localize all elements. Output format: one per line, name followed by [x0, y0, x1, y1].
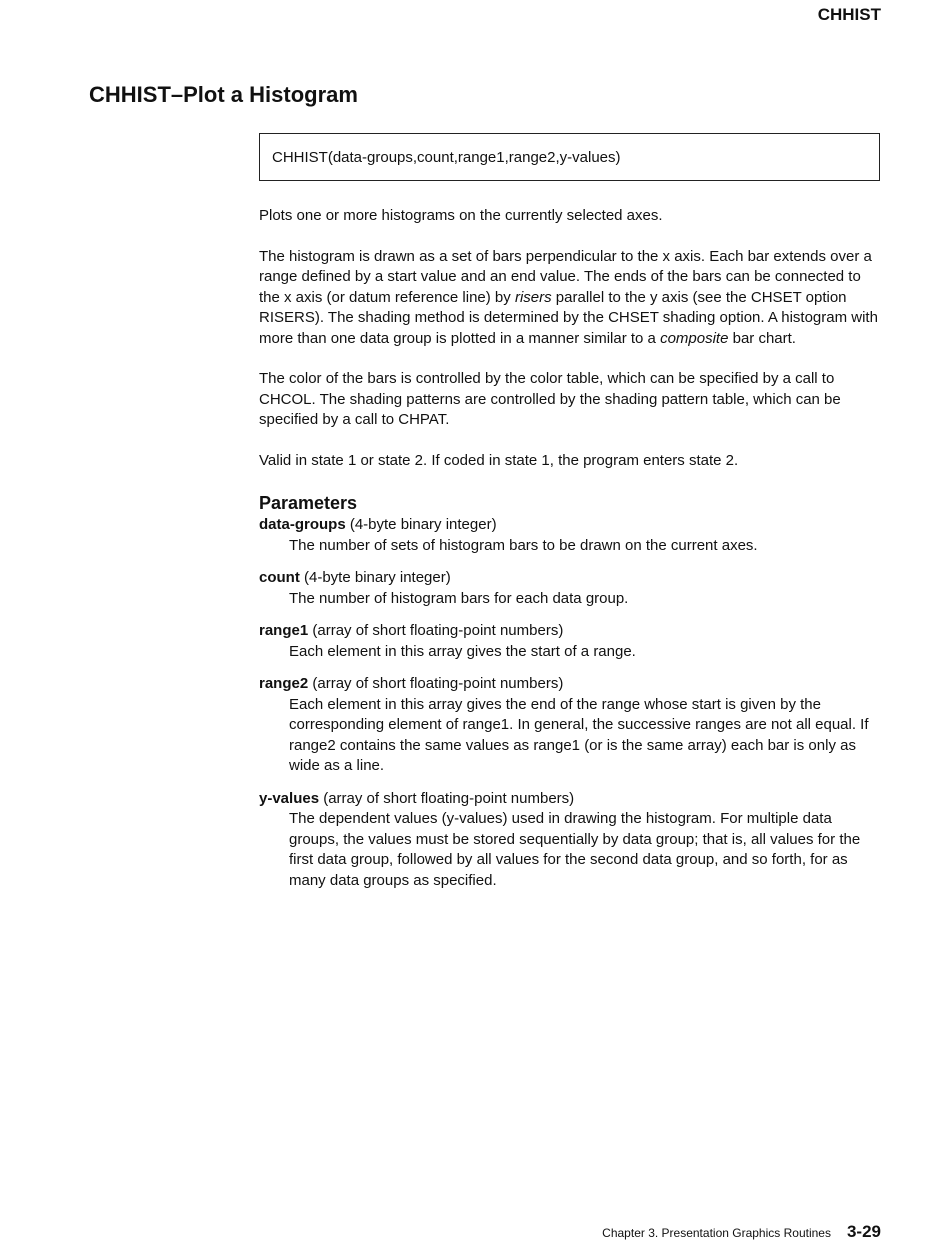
parameter-type: (array of short floating-point numbers): [308, 622, 564, 639]
parameter-name: range2: [259, 675, 309, 692]
parameter-item: [259, 789, 884, 892]
parameter-item: [259, 568, 884, 609]
parameter-name: range1: [259, 622, 309, 639]
emphasis-composite: composite: [660, 329, 729, 347]
parameter-name: data-groups: [259, 516, 346, 533]
emphasis-risers: risers: [514, 288, 552, 306]
main-body: [259, 206, 884, 903]
parameters-heading: Parameters: [259, 493, 358, 513]
syntax-box: [259, 133, 880, 181]
paragraph-state: Valid in state 1 or state 2. If coded in state 1, the program enters state 2.: [259, 451, 739, 469]
parameter-description: Each element in this array gives the end of the range whose start is given by the corresponding element of range1. In general, the successive ranges are not all equal. If range2 contains the same values as range1 (or is the same array) each bar is only as wide as a line.: [289, 695, 869, 774]
parameter-type: (array of short floating-point numbers): [308, 675, 564, 692]
page-footer: [602, 1222, 881, 1242]
parameter-type: (4-byte binary integer): [299, 569, 451, 586]
footer-chapter: Chapter 3. Presentation Graphics Routines: [602, 1226, 831, 1240]
parameter-description: The number of sets of histogram bars to be drawn on the current axes.: [289, 536, 758, 554]
parameter-description: Each element in this array gives the start of a range.: [289, 642, 636, 660]
parameter-type: (4-byte binary integer): [345, 516, 497, 533]
paragraph-description: The histogram is drawn as a set of bars perpendicular to the x axis. Each bar extends over a range defined by a start value and an end value. The ends of the bars can be connected to the x axis (or datum reference line) by risers parallel to the y axis (see the CHSET option RISERS). The shading method is determined by the CHSET shading option. A histogram with more than one data group is plotted in a manner similar to a composite bar chart.: [259, 247, 878, 347]
parameter-name: y-values: [259, 789, 320, 807]
page-number: 3-29: [846, 1222, 881, 1241]
paragraph-color: The color of the bars is controlled by the color table, which can be specified by a call to CHCOL. The shading patterns are controlled by the shading pattern table, which can be specified by a call to CHPAT.: [259, 370, 841, 428]
paragraph-intro: Plots one or more histograms on the currently selected axes.: [259, 207, 663, 224]
parameter-item: [259, 515, 884, 556]
parameter-item: [259, 621, 884, 662]
parameter-name: count: [259, 569, 300, 586]
parameter-type: (array of short floating-point numbers): [319, 789, 575, 807]
syntax-text: CHHIST(data-groups,count,range1,range2,y-values): [272, 149, 621, 166]
page-title: CHHIST–Plot a Histogram: [89, 82, 358, 107]
parameter-item: [259, 674, 884, 777]
running-head: CHHIST: [817, 5, 881, 24]
parameter-description: The number of histogram bars for each data group.: [289, 589, 629, 607]
parameter-description: The dependent values (y-values) used in drawing the histogram. For multiple data groups, the values must be stored sequentially by data group; that is, all values for the first data group, followed by all values for the second data group, and so forth, for as many data groups as specified.: [289, 810, 861, 889]
